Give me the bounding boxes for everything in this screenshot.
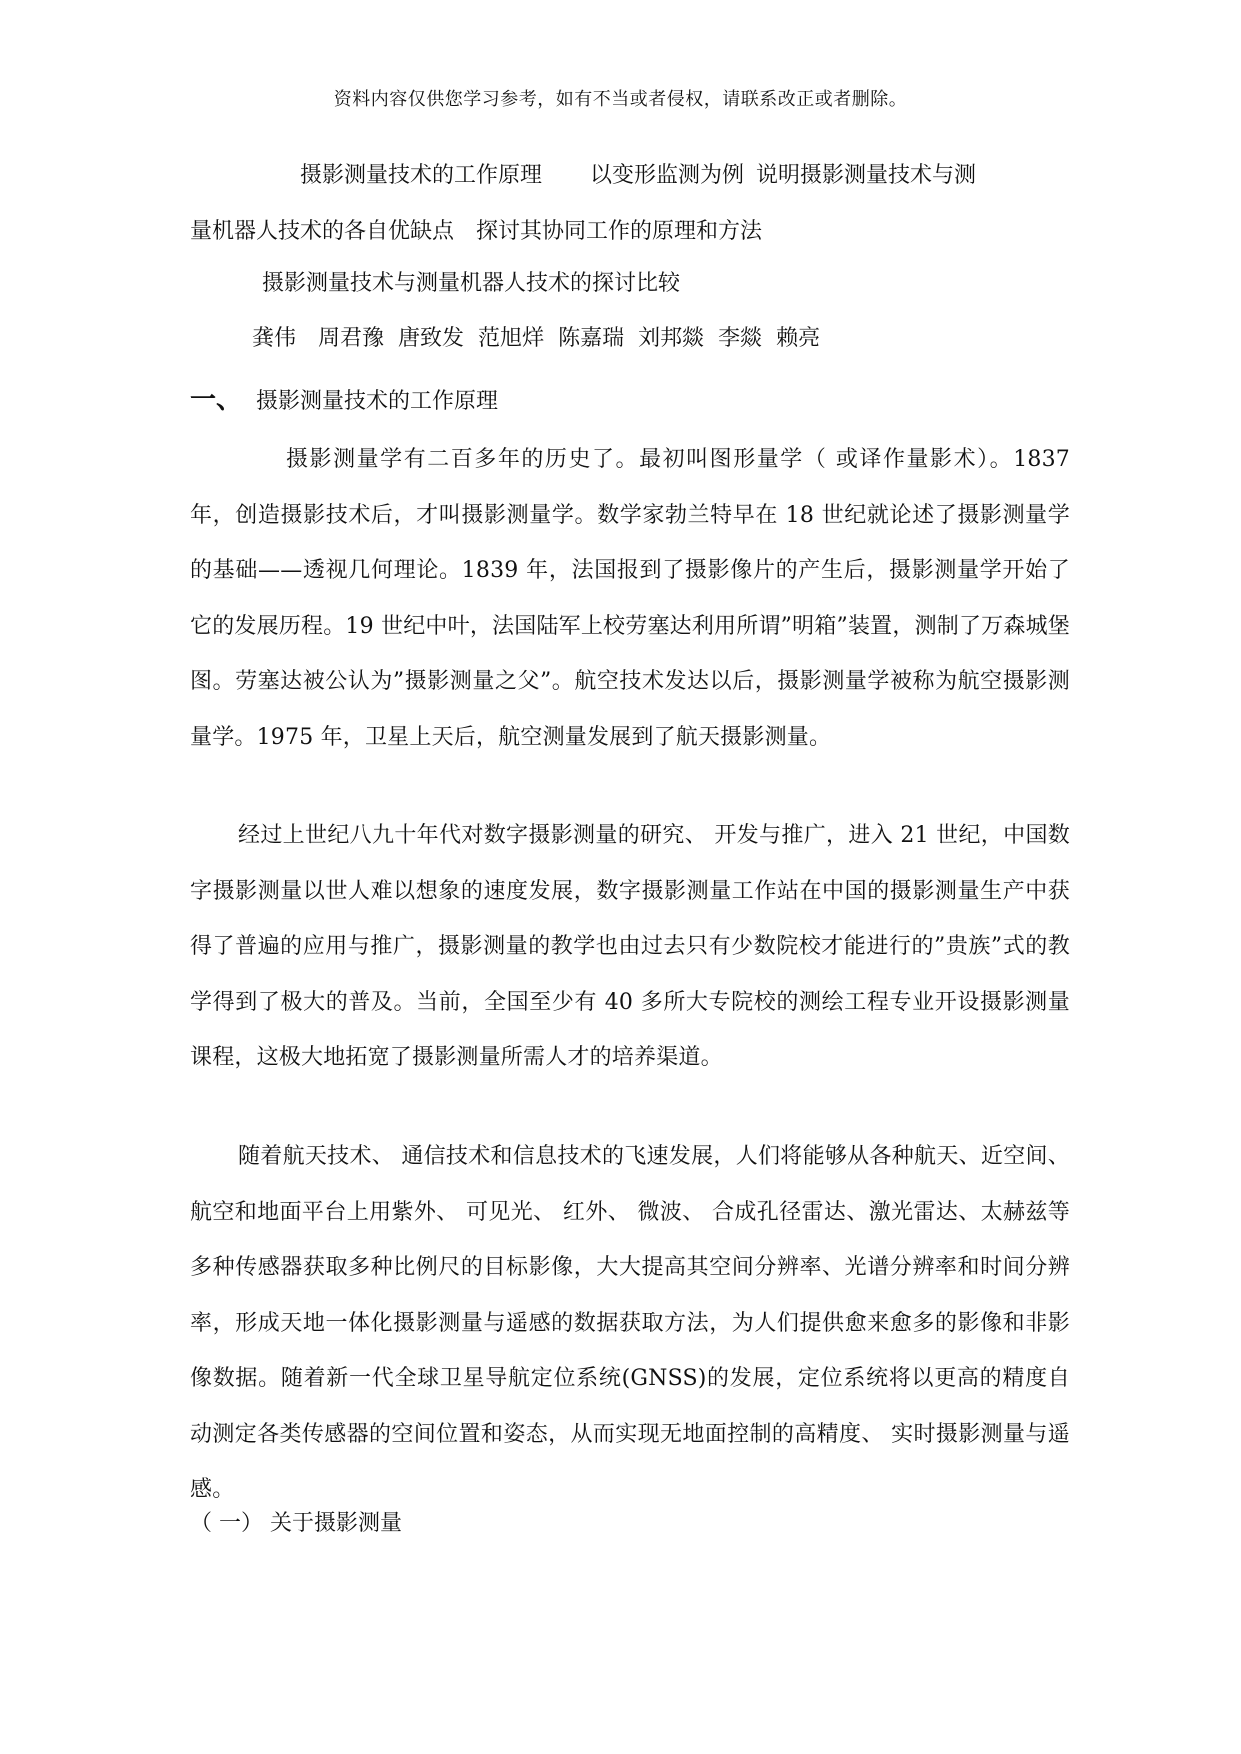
section-number: 一、 <box>190 385 243 415</box>
author-name: 范旭烊 <box>478 326 545 351</box>
author-name: 唐致发 <box>398 326 465 351</box>
author-name: 陈嘉瑞 <box>558 326 625 351</box>
topic-part-2: 以变形监测为例 <box>590 163 745 188</box>
topic-line-1 <box>300 160 976 192</box>
author-name: 刘邦燚 <box>638 326 705 351</box>
section-heading <box>190 384 498 418</box>
author-list <box>252 323 834 355</box>
author-name: 龚伟 <box>252 326 297 351</box>
article-title: 摄影测量技术与测量机器人技术的探讨比较 <box>262 271 681 296</box>
author-name: 周君豫 <box>318 326 385 351</box>
topic-line-2 <box>190 216 762 248</box>
topic-part-1: 摄影测量技术的工作原理 <box>300 163 543 188</box>
section-title: 摄影测量技术的工作原理 <box>256 389 499 414</box>
topic-part-3: 说明摄影测量技术与测 <box>756 163 977 188</box>
subsection-heading: （ 一） 关于摄影测量 <box>190 1511 402 1536</box>
topic-part-5: 探讨其协同工作的原理和方法 <box>476 219 763 244</box>
author-name: 李燚 <box>718 326 763 351</box>
body-paragraph: 随着航天技术、 通信技术和信息技术的飞速发展，人们将能够从各种航天、近空间、 航空和地面平台上用紫外、 可见光、 红外、 微波、 合成孔径雷达、激光雷达、太赫兹等多种传感器获取多种比例尺的目标影像，大大提高其空间分辨率、光谱分辨率和时间分辨率，形成天地一体化摄影测量与遥感的数据获取方法，为人们提供愈来愈多的影像和非影像数据。随着新一代全球卫星导航定位系统(GNSS)的发展，定位系统将以更高的精度自动测定各类传感器的空间位置和姿态，从而实现无地面控制的高精度、 实时摄影测量与遥感。 <box>190 1144 1070 1502</box>
body-paragraph: 经过上世纪八九十年代对数字摄影测量的研究、 开发与推广，进入 21 世纪，中国数字摄影测量以世人难以想象的速度发展，数字摄影测量工作站在中国的摄影测量生产中获得了普遍的应用与推广，摄影测量的教学也由过去只有少数院校才能进行的”贵族”式的教学得到了极大的普及。当前，全国至少有 40 多所大专院校的测绘工程专业开设摄影测量课程，这极大地拓宽了摄影测量所需人才的培养渠道。 <box>190 823 1070 1070</box>
topic-part-4: 量机器人技术的各自优缺点 <box>190 219 455 244</box>
header-disclaimer: 资料内容仅供您学习参考，如有不当或者侵权，请联系改正或者删除。 <box>333 89 908 110</box>
author-name: 赖亮 <box>776 326 821 351</box>
body-paragraph: 摄影测量学有二百多年的历史了。最初叫图形量学（ 或译作量影术）。1837 年，创造摄影技术后，才叫摄影测量学。数学家勃兰特早在 18 世纪就论述了摄影测量学的基础——透视几何理论。1839 年，法国报到了摄影像片的产生后，摄影测量学开始了它的发展历程。19 世纪中叶，法国陆军上校劳塞达利用所谓”明箱”装置，测制了万森城堡图。劳塞达被公认为”摄影测量之父”。航空技术发达以后，摄影测量学被称为航空摄影测量学。1975 年，卫星上天后，航空测量发展到了航天摄影测量。 <box>190 447 1070 750</box>
